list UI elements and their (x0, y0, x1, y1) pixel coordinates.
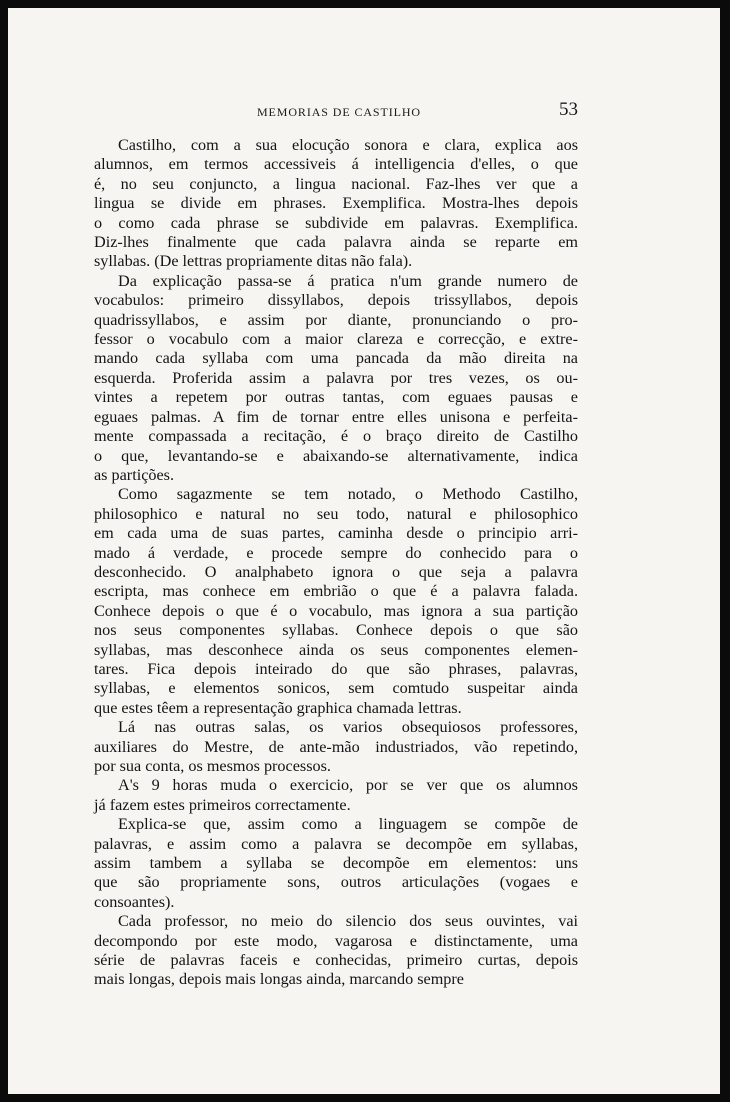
text-line: Explica-se que, assim como a linguagem se compõe de (118, 815, 578, 834)
paragraph (94, 272, 578, 485)
body-text (94, 136, 578, 990)
text-line: palavras, e assim como a palavra se decompõe em syllabas, (94, 834, 578, 853)
text-line: lingua se divide em phrases. Exemplifica. Mostra-lhes depois (94, 194, 578, 213)
text-line: syllabas, mas desconhece ainda os seus componentes elemen- (94, 640, 578, 659)
text-line: mente compassada a recitação, é o braço direito de Castilho (94, 427, 578, 446)
text-line: por sua conta, os mesmos processos. (94, 757, 331, 775)
text-line: assim tambem a syllaba se decompõe em elementos: uns (94, 854, 578, 873)
text-line: as partições. (94, 465, 175, 484)
text-line: quadrissyllabos, e assim por diante, pronunciando o pro- (94, 310, 578, 329)
text-line: philosophico e natural no seu todo, natural e philosophico (94, 504, 578, 523)
text-line: o como cada phrase se subdivide em palavras. Exemplifica. (94, 213, 578, 232)
text-line: Diz-lhes finalmente que cada palavra ainda se reparte em (94, 233, 578, 252)
text-line: alumnos, em termos accessiveis á intelligencia d'elles, o que (94, 155, 578, 174)
text-line: Conhece depois o que é o vocabulo, mas ignora a sua partição (94, 601, 578, 620)
paragraph (94, 136, 578, 272)
text-line: mado á verdade, e procede sempre do conhecido para o (94, 543, 578, 562)
text-line: série de palavras faceis e conhecidas, primeiro curtas, depois (94, 951, 578, 970)
page-number: 53 (559, 99, 578, 120)
text-line: Cada professor, no meio do silencio dos seus ouvintes, vai (118, 912, 578, 931)
text-line: que estes têem a representação graphica chamada lettras. (94, 698, 462, 717)
text-line: Castilho, com a sua elocução sonora e clara, explica aos (118, 136, 578, 154)
running-title: MEMORIAS DE CASTILHO (256, 105, 421, 119)
text-line: mais longas, depois mais longas ainda, marcando sempre (94, 970, 464, 989)
text-line: syllabas, e elementos sonicos, sem comtudo suspeitar ainda (94, 679, 578, 698)
text-line: fessor o vocabulo com a maior clareza e correcção, e extre- (94, 330, 578, 349)
paragraph (94, 912, 578, 990)
text-line: eguaes palmas. A fim de tornar entre elles unisona e perfeita- (94, 407, 578, 426)
text-line: vocabulos: primeiro dissyllabos, depois trissyllabos, depois (94, 291, 578, 310)
text-line: vintes a repetem por outras tantas, com eguaes pausas e (94, 388, 578, 407)
text-line: desconhecido. O analphabeto ignora o que seja a palavra (94, 562, 578, 581)
text-line: A's 9 horas muda o exercicio, por se ver que os alumnos (118, 776, 578, 795)
text-line: Lá nas outras salas, os varios obsequiosos professores, (118, 718, 578, 737)
book-page (8, 8, 720, 1094)
paragraph (94, 776, 578, 815)
text-line: auxiliares do Mestre, de ante-mão industriados, vão repetindo, (94, 737, 578, 756)
text-line: esquerda. Proferida assim a palavra por tres vezes, os ou- (94, 368, 578, 387)
text-line: o que, levantando-se e abaixando-se alternativamente, indica (94, 446, 578, 465)
text-line: Da explicação passa-se á pratica n'um grande numero de (118, 271, 578, 290)
text-line: escripta, mas conhece em embrião o que é a palavra falada. (94, 582, 578, 601)
text-line: que são propriamente sons, outros articulações (vogaes e (94, 873, 578, 892)
text-line: já fazem estes primeiros correctamente. (94, 795, 351, 814)
paragraph (94, 815, 578, 912)
page-header (96, 99, 582, 125)
text-line: é, no seu conjuncto, a lingua nacional. Faz-lhes ver que a (94, 174, 578, 193)
text-line: em cada uma de suas partes, caminha desde o principio arri- (94, 524, 578, 543)
paragraph (94, 718, 578, 776)
text-line: decompondo por este modo, vagarosa e distinctamente, uma (94, 931, 578, 950)
text-line: tares. Fica depois inteirado do que são phrases, palavras, (94, 659, 578, 678)
text-line: nos seus componentes syllabas. Conhece depois o que são (94, 621, 578, 640)
text-line: Como sagazmente se tem notado, o Methodo Castilho, (118, 485, 578, 504)
text-line: mando cada syllaba com uma pancada da mão direita na (94, 349, 578, 368)
text-line: consoantes). (94, 892, 175, 911)
paragraph (94, 485, 578, 718)
text-line: syllabas. (De lettras propriamente ditas não fala). (94, 252, 413, 271)
